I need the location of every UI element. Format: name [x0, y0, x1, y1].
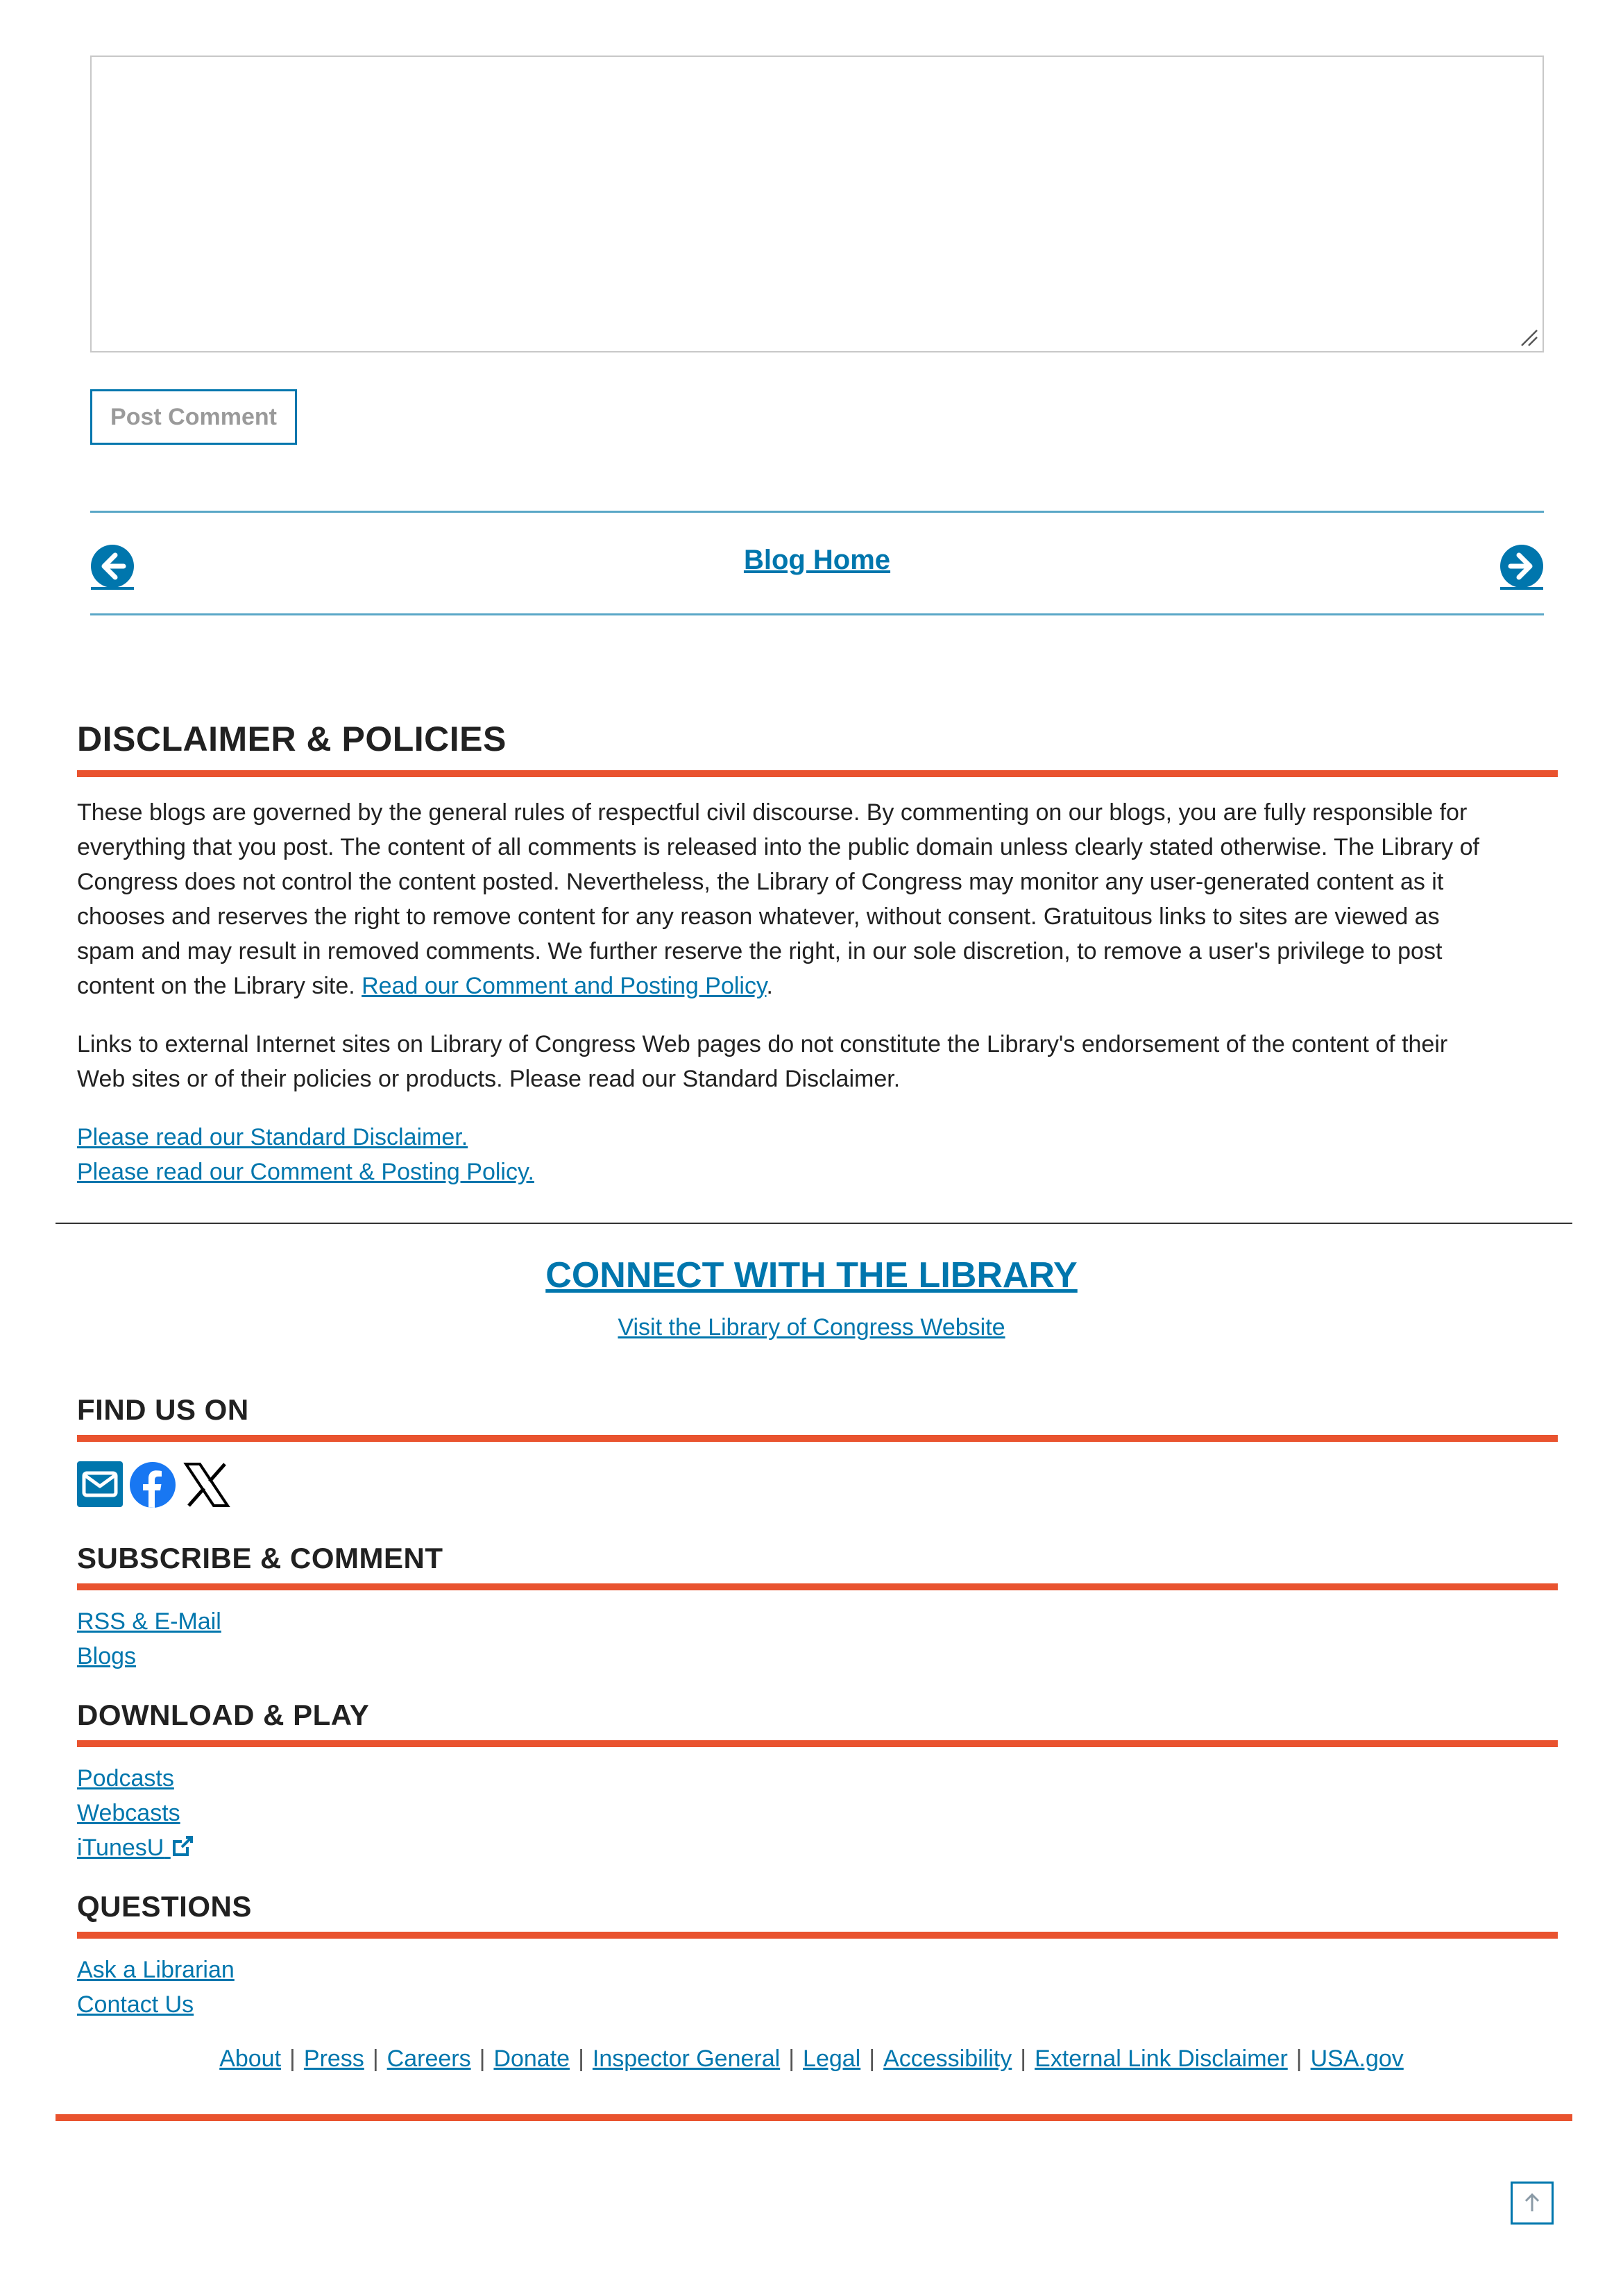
text-line: everything that you post. The content of all comments is released into the public domain unless clearly stated otherwise. The Library of — [77, 834, 1479, 860]
separator: | — [372, 2046, 379, 2072]
subscribe-heading: SUBSCRIBE & COMMENT — [77, 1542, 443, 1574]
find-us-heading: FIND US ON — [77, 1393, 249, 1426]
standard-disclaimer-link[interactable]: Please read our Standard Disclaimer. — [77, 1124, 468, 1150]
blog-home-link[interactable]: Blog Home — [743, 545, 891, 575]
footer-links — [0, 2046, 1623, 2073]
external-link-icon — [171, 1835, 194, 1858]
download-heading-bar — [77, 1740, 1558, 1747]
separator: | — [869, 2046, 876, 2072]
podcasts-link[interactable]: Podcasts — [77, 1765, 174, 1792]
webcasts-link[interactable]: Webcasts — [77, 1800, 180, 1826]
blogs-link[interactable]: Blogs — [77, 1643, 137, 1669]
x-icon — [183, 1461, 230, 1508]
footer-inspector-general-link[interactable]: Inspector General — [592, 2046, 781, 2072]
back-to-top-button[interactable] — [1511, 2182, 1554, 2225]
disclaimer-heading: DISCLAIMER & POLICIES — [77, 720, 507, 758]
previous-post-link[interactable] — [90, 544, 135, 588]
separator: | — [788, 2046, 795, 2072]
email-link[interactable] — [77, 1461, 123, 1510]
disclaimer-paragraph-1 — [77, 795, 1541, 1003]
itunesu-label: iTunesU — [77, 1835, 164, 1861]
contact-us-link[interactable]: Contact Us — [77, 1991, 194, 2018]
text-line: These blogs are governed by the general rules of respectful civil discourse. By commenting on our blogs, you are fully responsible for — [77, 799, 1468, 826]
footer-accessibility-link[interactable]: Accessibility — [883, 2046, 1012, 2072]
x-twitter-link[interactable] — [183, 1461, 230, 1510]
visit-loc-website-link[interactable]: Visit the Library of Congress Website — [618, 1314, 1005, 1341]
comment-policy-inline-link[interactable]: Read our Comment and Posting Policy — [362, 973, 767, 999]
find-us-heading-bar — [77, 1435, 1558, 1442]
itunesu-link[interactable] — [77, 1830, 194, 1865]
text-segment: . — [766, 973, 773, 999]
text-line: spam and may result in removed comments. We further reserve the right, in our sole discretion, to remove a user's privilege to post — [77, 938, 1443, 964]
next-link-underline — [1500, 587, 1543, 590]
rss-email-link[interactable]: RSS & E-Mail — [77, 1608, 221, 1635]
arrow-up-icon — [1513, 2184, 1552, 2222]
arrow-circle-left-icon — [90, 544, 135, 588]
disclaimer-heading-bar — [77, 770, 1558, 777]
questions-heading-bar — [77, 1932, 1558, 1939]
separator: | — [1295, 2046, 1302, 2072]
previous-link-underline — [91, 587, 134, 590]
separator: | — [479, 2046, 486, 2072]
footer-usa-gov-link[interactable]: USA.gov — [1310, 2046, 1404, 2072]
facebook-icon — [129, 1461, 176, 1508]
comment-textarea[interactable] — [90, 56, 1544, 352]
text-line: Links to external Internet sites on Library of Congress Web pages do not constitute the Library's endorsement of the content of their — [77, 1031, 1448, 1057]
post-comment-button[interactable]: Post Comment — [90, 389, 297, 445]
subscribe-heading-bar — [77, 1583, 1558, 1590]
ask-librarian-link[interactable]: Ask a Librarian — [77, 1957, 235, 1983]
facebook-link[interactable] — [129, 1461, 176, 1510]
text-segment: content on the Library site. — [77, 973, 362, 999]
questions-heading: QUESTIONS — [77, 1890, 252, 1923]
footer-external-link-disclaimer-link[interactable]: External Link Disclaimer — [1035, 2046, 1288, 2072]
footer-donate-link[interactable]: Donate — [493, 2046, 570, 2072]
email-icon — [77, 1461, 123, 1507]
text-line: Congress does not control the content posted. Nevertheless, the Library of Congress may monitor any user-generated content as it — [77, 869, 1444, 895]
nav-divider-bottom — [90, 613, 1544, 615]
connect-heading-link[interactable]: CONNECT WITH THE LIBRARY — [545, 1255, 1078, 1295]
separator: | — [1020, 2046, 1027, 2072]
resize-handle-icon[interactable] — [1519, 328, 1538, 347]
download-heading: DOWNLOAD & PLAY — [77, 1699, 370, 1731]
footer-about-link[interactable]: About — [219, 2046, 282, 2072]
text-line: Web sites or of their policies or products. Please read our Standard Disclaimer. — [77, 1066, 901, 1092]
separator: | — [289, 2046, 296, 2072]
text-line — [77, 969, 1541, 1003]
disclaimer-paragraph-2 — [77, 1027, 1541, 1096]
next-post-link[interactable] — [1499, 544, 1544, 588]
separator: | — [578, 2046, 584, 2072]
footer-careers-link[interactable]: Careers — [386, 2046, 471, 2072]
footer-legal-link[interactable]: Legal — [803, 2046, 861, 2072]
comment-posting-policy-link[interactable]: Please read our Comment & Posting Policy. — [77, 1159, 534, 1185]
footer-press-link[interactable]: Press — [303, 2046, 364, 2072]
section-divider — [56, 1223, 1572, 1224]
footer-bottom-bar — [56, 2114, 1572, 2121]
arrow-circle-right-icon — [1499, 544, 1544, 588]
nav-divider-top — [90, 511, 1544, 513]
text-line: chooses and reserves the right to remove content for any reason whatever, without consent. Gratuitous links to sites are viewed as — [77, 903, 1440, 930]
